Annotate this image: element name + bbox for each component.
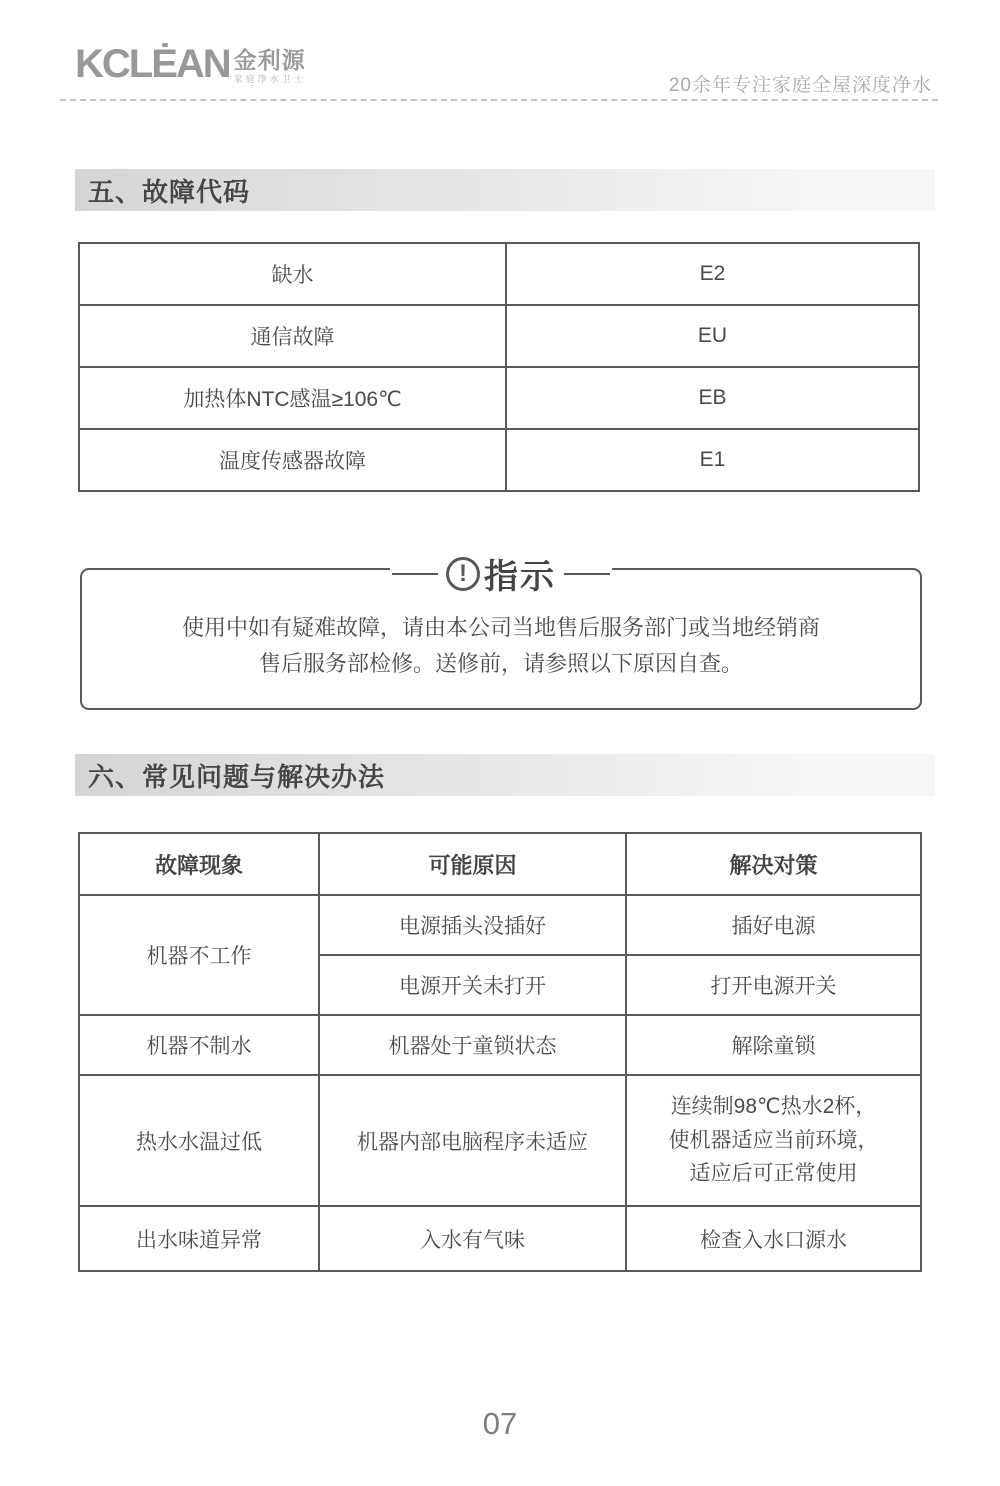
phenomenon-cell: 出水味道异常 [79,1206,319,1271]
section5-title: 五、故障代码 [88,176,251,207]
brand-logo-chinese-block [234,49,306,84]
solution-cell: 插好电源 [626,895,921,955]
solution-cell: 打开电源开关 [626,955,921,1015]
cause-cell: 电源插头没插好 [319,895,626,955]
table-row [79,367,919,429]
cause-cell: 机器内部电脑程序未适应 [319,1075,626,1206]
exclamation-icon [446,557,480,591]
fault-name-cell: 通信故障 [79,305,506,367]
troubleshooting-table [78,832,922,1272]
phenomenon-cell: 热水水温过低 [79,1075,319,1206]
table-row [79,895,921,955]
notice-title [390,549,612,598]
table-row [79,243,919,305]
brand-logo-chinese: 金利源 [233,47,306,73]
fault-name-cell: 加热体NTC感温≥106℃ [79,367,506,429]
fault-code-cell: EB [506,367,919,429]
fault-name-cell: 温度传感器故障 [79,429,506,491]
solution-line: 使机器适应当前环境， [668,1128,879,1152]
fault-code-cell: E1 [506,429,919,491]
solution-cell: 检查入水口源水 [626,1206,921,1271]
section5-title-bar [75,169,935,211]
phenomenon-cell: 机器不工作 [79,895,319,1015]
table-row [79,305,919,367]
cause-cell: 电源开关未打开 [319,955,626,1015]
header-tagline: 20余年专注家庭全屋深度净水 [668,75,932,96]
fault-name-cell: 缺水 [79,243,506,305]
notice-title-line-left [392,573,438,575]
column-header-solution: 解决对策 [626,833,921,895]
section6-title: 六、常见问题与解决办法 [88,761,386,792]
table-row [79,429,919,491]
table-row [79,1075,921,1206]
notice-title-text: 指示 [484,558,556,596]
notice-line2: 售后服务部检修。送修前，请参照以下原因自查。 [258,651,743,677]
fault-code-cell: E2 [506,243,919,305]
notice-box [80,558,922,710]
solution-line: 适应后可正常使用 [689,1162,858,1186]
table-row [79,1206,921,1271]
table-header-row [79,833,921,895]
fault-code-cell: EU [506,305,919,367]
solution-line: 连续制98℃热水2杯， [670,1095,877,1119]
solution-cell: 解除童锁 [626,1015,921,1075]
notice-body [82,610,920,683]
phenomenon-cell: 机器不制水 [79,1015,319,1075]
cause-cell: 机器处于童锁状态 [319,1015,626,1075]
table-row [79,1015,921,1075]
brand-logo-slogan: 家庭净水卫士 [233,74,306,84]
column-header-cause: 可能原因 [319,833,626,895]
notice-line1: 使用中如有疑难故障，请由本公司当地售后服务部门或当地经销商 [181,615,820,640]
cause-cell: 入水有气味 [319,1206,626,1271]
section6-title-bar [75,754,935,796]
exclamation-glyph: ! [459,559,467,587]
page-number: 07 [482,1406,518,1441]
notice-title-line-right [564,573,610,575]
fault-code-table [78,242,920,492]
column-header-phenomenon: 故障现象 [79,833,319,895]
brand-logo [75,44,306,84]
solution-cell [626,1075,921,1206]
header-divider [60,99,938,101]
brand-logo-text: KCLĖAN [75,42,230,86]
